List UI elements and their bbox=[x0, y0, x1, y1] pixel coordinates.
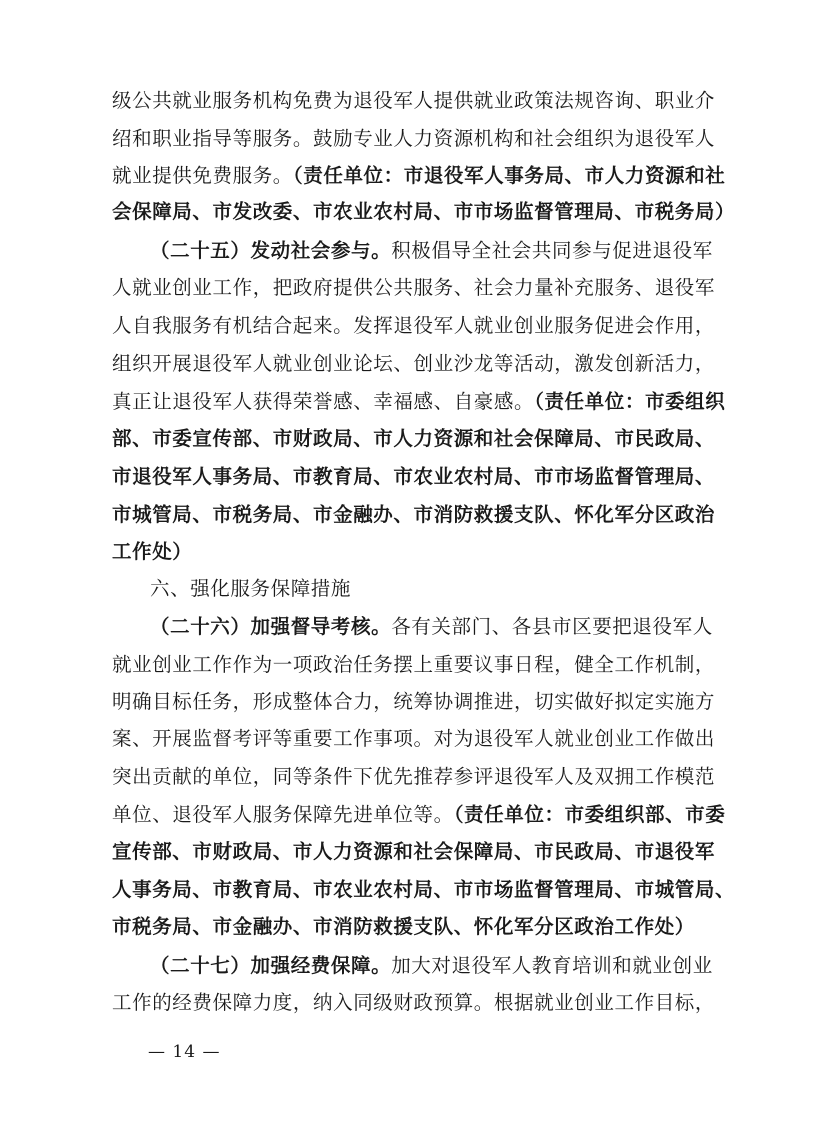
bold-text-segment: （责任单位：市委组织部、市委 bbox=[453, 803, 726, 826]
text-segment: 级公共就业服务机构免费为退役军人提供就业政策法规咨询、职业介 bbox=[112, 89, 716, 112]
text-segment: 工作的经费保障力度，纳入同级财政预算。根据就业创业工作目标， bbox=[112, 991, 716, 1014]
text-line bbox=[112, 534, 762, 570]
text-line bbox=[112, 872, 762, 908]
text-segment: 各有关部门、各县市区要把退役军人 bbox=[391, 615, 713, 638]
text-segment: 就业提供免费服务。 bbox=[112, 164, 293, 187]
text-segment: 突出贡献的单位，同等条件下优先推荐参评退役军人及双拥工作模范 bbox=[112, 765, 716, 788]
text-line bbox=[112, 121, 762, 157]
text-segment: 人自我服务有机结合起来。发挥退役军人就业创业服务促进会作用， bbox=[112, 314, 716, 337]
text-segment: 加大对退役军人教育培训和就业创业 bbox=[391, 954, 713, 977]
text-line bbox=[112, 985, 762, 1021]
bold-text-segment: 部、市委宣传部、市财政局、市人力资源和社会保障局、市民政局、 bbox=[112, 427, 716, 450]
bold-text-segment: （二十七）加强经费保障。 bbox=[150, 954, 392, 977]
text-line bbox=[112, 721, 762, 757]
text-segment: 明确目标任务，形成整体合力，统筹协调推进，切实做好拟定实施方 bbox=[112, 690, 716, 713]
text-line bbox=[112, 158, 762, 194]
text-line bbox=[112, 346, 762, 382]
text-line bbox=[112, 909, 762, 945]
page-number: — 14 — bbox=[148, 1042, 221, 1062]
text-segment: 绍和职业指导等服务。鼓励专业人力资源机构和社会组织为退役军人 bbox=[112, 127, 716, 150]
text-line bbox=[112, 647, 762, 683]
text-line bbox=[112, 497, 762, 533]
text-line bbox=[112, 797, 762, 833]
text-segment: 积极倡导全社会共同参与促进退役军 bbox=[391, 239, 713, 262]
text-line bbox=[112, 83, 762, 119]
text-line bbox=[112, 759, 762, 795]
bold-text-segment: 会保障局、市发改委、市农业农村局、市市场监督管理局、市税务局） bbox=[112, 200, 736, 223]
text-line bbox=[112, 834, 762, 870]
text-segment: 人就业创业工作，把政府提供公共服务、社会力量补充服务、退役军 bbox=[112, 276, 716, 299]
text-line bbox=[150, 233, 762, 269]
text-segment: 单位、退役军人服务保障先进单位等。 bbox=[112, 803, 454, 826]
text-line bbox=[112, 194, 762, 230]
text-line bbox=[150, 571, 762, 607]
text-segment: 案、开展监督考评等重要工作事项。对为退役军人就业创业工作做出 bbox=[112, 727, 716, 750]
bold-text-segment: （责任单位：市委组织 bbox=[534, 390, 726, 413]
bold-text-segment: 市退役军人事务局、市教育局、市农业农村局、市市场监督管理局、 bbox=[112, 465, 716, 488]
text-line bbox=[112, 459, 762, 495]
bold-text-segment: 市城管局、市税务局、市金融办、市消防救援支队、怀化军分区政治 bbox=[112, 503, 716, 526]
bold-text-segment: （二十六）加强督导考核。 bbox=[150, 615, 392, 638]
bold-text-segment: （二十五）发动社会参与。 bbox=[150, 239, 392, 262]
text-segment: 真正让退役军人获得荣誉感、幸福感、自豪感。 bbox=[112, 390, 535, 413]
bold-text-segment: 市税务局、市金融办、市消防救援支队、怀化军分区政治工作处） bbox=[112, 915, 695, 938]
text-line bbox=[112, 421, 762, 457]
text-segment: 组织开展退役军人就业创业论坛、创业沙龙等活动，激发创新活力， bbox=[112, 352, 716, 375]
bold-text-segment: 工作处） bbox=[112, 540, 193, 563]
text-line bbox=[150, 948, 762, 984]
bold-text-segment: 宣传部、市财政局、市人力资源和社会保障局、市民政局、市退役军 bbox=[112, 840, 716, 863]
text-line bbox=[112, 384, 762, 420]
bold-text-segment: （责任单位：市退役军人事务局、市人力资源和社 bbox=[292, 164, 726, 187]
text-line bbox=[150, 609, 762, 645]
text-line bbox=[112, 684, 762, 720]
text-line bbox=[112, 308, 762, 344]
text-segment: 六、强化服务保障措施 bbox=[150, 577, 352, 600]
text-segment: 就业创业工作作为一项政治任务摆上重要议事日程，健全工作机制， bbox=[112, 653, 716, 676]
text-line bbox=[112, 270, 762, 306]
bold-text-segment: 人事务局、市教育局、市农业农村局、市市场监督管理局、市城管局、 bbox=[112, 878, 736, 901]
